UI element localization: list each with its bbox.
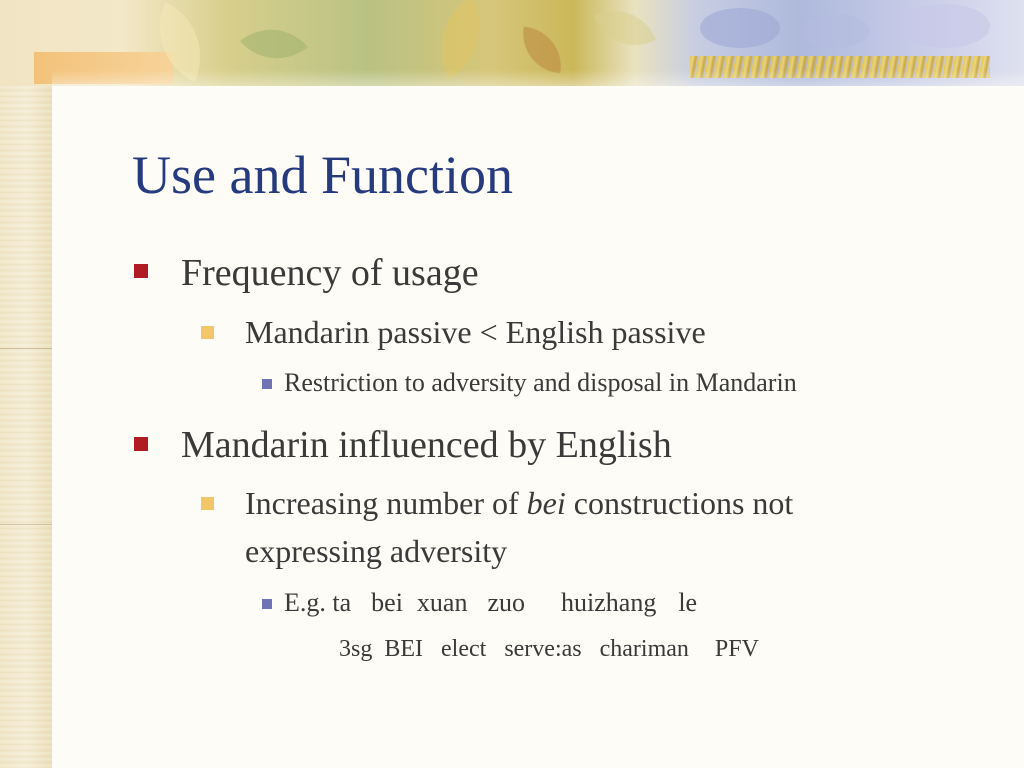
bullet-level2-text [245,485,793,522]
bullet-text-part: constructions not [565,485,794,521]
leaf-decoration [594,0,656,57]
gloss-token: 3sg [339,636,373,662]
example-token: xuan [416,588,468,617]
example-token: le [678,588,698,617]
square-bullet-red-icon [134,264,148,278]
slide-title: Use and Function [132,145,513,205]
gloss-token: PFV [714,636,759,662]
bullet-level1-text: Frequency of usage [181,252,479,294]
example-token: zuo [487,588,526,617]
square-bullet-red-icon [134,437,148,451]
example-gloss [339,636,759,663]
blue-flower-decoration [800,14,870,48]
blue-flower-decoration [700,8,780,48]
bullet-level1-text: Mandarin influenced by English [181,424,672,466]
leaf-decoration [517,26,567,73]
left-strip-seam [0,524,52,525]
left-decorative-strip [0,0,52,768]
square-bullet-gold-icon [201,497,214,510]
bullet-level3-text: Restriction to adversity and disposal in Mandarin [284,368,797,397]
banner-fade [52,70,1024,110]
bullet-level2-text: Mandarin passive < English passive [245,314,706,350]
leaf-decoration [240,10,308,78]
square-bullet-blue-icon [262,599,272,609]
gloss-token: elect [441,636,487,662]
gloss-token: serve:as [504,636,582,662]
bullet-italic-term: bei [526,485,566,521]
square-bullet-gold-icon [201,326,214,339]
blue-flower-decoration [900,4,990,48]
left-strip-seam [0,348,52,349]
gloss-token: BEI [384,636,424,662]
bullet-level2-continuation: expressing adversity [245,533,508,569]
example-token: huizhang [561,588,657,617]
square-bullet-blue-icon [262,379,272,389]
example-token: bei [371,588,403,617]
leaf-decoration [419,0,501,79]
bullet-text-part: Increasing number of [245,485,527,521]
example-token: E.g. ta [284,588,352,617]
gloss-token: chariman [599,636,689,662]
example-sentence [284,588,697,618]
